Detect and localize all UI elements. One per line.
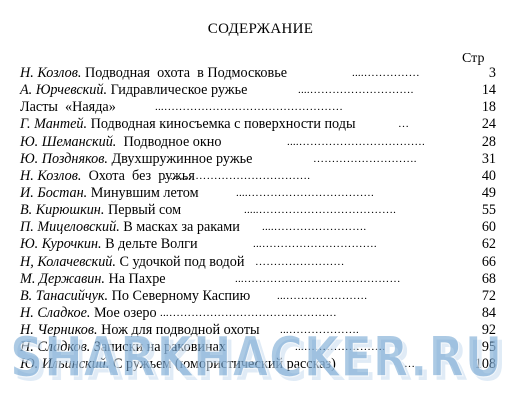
- entry-author: В. Танасийчук.: [20, 287, 109, 304]
- entry-title: Подводное окно: [116, 133, 222, 150]
- entry-title: По Северному Каспию: [108, 287, 251, 304]
- contents-row: [20, 82, 496, 99]
- entry-title: Минувшим летом: [87, 184, 199, 201]
- entry-text: [20, 134, 221, 151]
- entry-page-number: 28: [481, 133, 496, 150]
- entry-text: [20, 116, 356, 133]
- entry-text: [20, 322, 260, 339]
- contents-row: [20, 356, 496, 373]
- entry-text: [20, 254, 244, 271]
- entry-page-number: 95: [481, 339, 496, 356]
- contents-list: [20, 65, 496, 374]
- dot-leader: ...………………….: [277, 289, 368, 302]
- entry-title: Подводная охота в Подмосковье: [81, 65, 287, 81]
- entry-title: С ружьем (юмористический рассказ): [109, 356, 336, 373]
- entry-text: [20, 202, 181, 219]
- entry-title: В дельте Волги: [101, 236, 198, 253]
- entry-title: Первый сом: [104, 202, 182, 219]
- entry-page-number: 55: [481, 202, 496, 219]
- entry-page-number: 3: [488, 65, 496, 81]
- dot-leader: ...……………………………………: [235, 272, 401, 285]
- contents-heading: СОДЕРЖАНИЕ: [207, 21, 314, 37]
- contents-row: [20, 305, 496, 322]
- dot-leader: .....……………………………….: [244, 204, 397, 217]
- entry-author: Н. Козлов.: [20, 167, 82, 184]
- entry-text: [20, 151, 252, 168]
- entry-title: Мое озеро: [90, 304, 157, 321]
- entry-author: Н. Черников.: [20, 322, 98, 339]
- dot-leader: …: [404, 358, 416, 371]
- entry-page-number: 68: [481, 270, 496, 287]
- entry-page-number: 108: [474, 356, 496, 373]
- entry-title: Охота без ружья: [81, 167, 195, 184]
- dot-leader: ……………………: [255, 255, 345, 268]
- entry-text: [20, 288, 250, 305]
- entry-page-number: 72: [481, 287, 496, 304]
- entry-text: [20, 356, 336, 373]
- page-column-label: Стр: [462, 51, 485, 66]
- dot-leader: ....…………………………….: [236, 186, 374, 199]
- contents-row: [20, 65, 496, 82]
- entry-page-number: 40: [481, 167, 496, 184]
- dot-leader: ……………………….: [313, 152, 417, 165]
- entry-text: [20, 339, 226, 356]
- contents-row: [20, 288, 496, 305]
- dot-leader: ...………………….: [295, 341, 386, 354]
- entry-page-number: 14: [481, 82, 496, 99]
- contents-row: [20, 185, 496, 202]
- contents-row: [20, 236, 496, 253]
- entry-title: С удочкой под водой: [115, 253, 245, 270]
- dot-leader: ...……………….: [280, 324, 359, 337]
- entry-page-number: 49: [481, 184, 496, 201]
- entry-text: [20, 65, 287, 82]
- contents-row: [20, 219, 496, 236]
- watermark-shadow: SHARKHACKER.RU: [14, 329, 507, 393]
- entry-text: [20, 185, 199, 202]
- dot-leader: ....……………………….: [298, 84, 414, 97]
- entry-text: [20, 82, 247, 99]
- entry-page-number: 18: [481, 99, 496, 116]
- contents-row: [20, 254, 496, 271]
- entry-page-number: 24: [481, 116, 496, 133]
- dot-leader: ....……………: [352, 67, 420, 79]
- contents-row: [20, 116, 496, 133]
- contents-row: [20, 271, 496, 288]
- entry-page-number: 66: [481, 253, 496, 270]
- contents-row: [20, 339, 496, 356]
- entry-author: А. Юрчевский.: [20, 82, 108, 99]
- entry-page-number: 60: [481, 219, 496, 236]
- dot-leader: ....…………………………….: [287, 135, 425, 148]
- entry-author: И. Бостан.: [20, 184, 88, 201]
- entry-page-number: 31: [481, 150, 496, 167]
- dot-leader: ...……………………………….: [164, 169, 311, 182]
- contents-row: [20, 151, 496, 168]
- contents-row: [20, 322, 496, 339]
- entry-title: Ласты «Наяда»: [20, 99, 116, 116]
- dot-leader: ...………………………………………: [160, 306, 337, 319]
- entry-author: Ю. Поздняков.: [20, 150, 108, 167]
- entry-title: Двухшружинное ружье: [107, 150, 253, 167]
- entry-title: Подводная киносъемка с поверхности поды: [87, 116, 356, 133]
- dot-leader: ....…………………….: [262, 221, 367, 234]
- contents-row: [20, 99, 496, 116]
- entry-title: Нож для подводной охоты: [97, 322, 260, 339]
- entry-author: Н. Сладков.: [20, 339, 91, 356]
- entry-title: В масках за раками: [119, 219, 240, 236]
- watermark-text: SHARKHACKER.RU: [10, 325, 503, 389]
- entry-author: Ю. Ильинский.: [20, 356, 110, 373]
- entry-author: Н. Козлов.: [20, 65, 82, 81]
- entry-author: Ю. Курочкин.: [20, 236, 102, 253]
- entry-title: Записки на раковинах: [90, 339, 226, 356]
- entry-author: П. Мицеловский.: [20, 219, 120, 236]
- entry-title: Гидравлическое ружье: [107, 82, 248, 99]
- contents-row: [20, 202, 496, 219]
- dot-leader: ...…………………………………………: [155, 101, 344, 114]
- entry-author: Ю. Шеманский.: [20, 133, 117, 150]
- entry-page-number: 84: [481, 304, 496, 321]
- entry-text: [20, 305, 157, 322]
- entry-author: В. Кирюшкин.: [20, 202, 105, 219]
- entry-author: М. Державин.: [20, 270, 105, 287]
- contents-row: [20, 134, 496, 151]
- entry-author: Г. Мантей.: [20, 116, 88, 133]
- entry-title: На Пахре: [104, 270, 166, 287]
- contents-row: [20, 168, 496, 185]
- dot-leader: …: [398, 118, 410, 131]
- entry-author: Н. Сладкое.: [20, 304, 91, 321]
- entry-text: [20, 236, 198, 253]
- entry-text: [20, 219, 240, 236]
- dot-leader: ...………………………….: [253, 238, 377, 251]
- entry-text: [20, 271, 166, 288]
- entry-text: [20, 99, 116, 116]
- entry-author: Н, Колачевский.: [20, 253, 116, 270]
- entry-page-number: 92: [481, 322, 496, 339]
- entry-page-number: 62: [481, 236, 496, 253]
